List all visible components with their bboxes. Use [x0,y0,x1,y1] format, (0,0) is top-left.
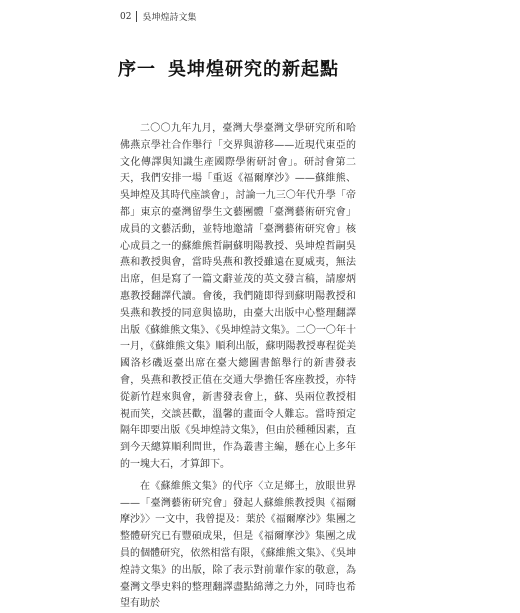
running-header [120,10,196,23]
page-number: 02 [120,11,132,22]
running-title: 吳坤煌詩文集 [142,13,197,23]
paragraph: 在《蘇維熊文集》的代序〈立足鄉土，放眼世界——「臺灣藝術研究會」發起人蘇維熊教授與《福爾摩沙》〉一文中，我曾提及：葉於《福爾摩沙》集團之整體研究已有豐碩成果，但是《福爾摩沙》集團之成員的個體研究，依然相當有限，《蘇維熊文集》、《吳坤煌詩文集》的出版，除了表示對前輩作家的敬意，為臺灣文學史料的整理翻譯盡點綿薄之力外，同時也希望有助於 [120,480,356,610]
body-text [120,121,356,613]
chapter-title-text: 吳坤煌研究的新起點 [168,59,339,80]
header-divider [136,11,137,22]
paragraph: 二〇〇九年九月，臺灣大學臺灣文學研究所和哈佛燕京學社合作舉行「交界與游移——近現代東亞的文化傳譯與知識生產國際學術研討會」。研討會第二天，我們安排一場「重返《福爾摩沙》——蘇維熊、吳坤煌及其時代座談會」，討論一九三〇年代升學「帝都」東京的臺灣留學生文藝團體「臺灣藝術研究會」成員的文藝活動，並特地邀請「臺灣藝術研究會」核心成員之一的蘇維熊哲嗣蘇明陽教授、吳坤煌哲嗣吳燕和教授與會，當時吳燕和教授雖遠在夏威夷，無法出席，但是寫了一篇文辭並茂的英文發言稿，請廖炳惠教授翻譯代讀。會後，我們隨即得到蘇明陽教授和吳燕和教授的同意與協助，由臺大出版中心整理翻譯出版《蘇維熊文集》、《吳坤煌詩文集》。二〇一〇年十一月，《蘇維熊文集》順利出版，蘇明陽教授專程從美國洛杉磯返臺出席在臺大總圖書館舉行的新書發表會，吳燕和教授正值在交通大學擔任客座教授，亦特從新竹趕來與會，新書發表會上，蘇、吳兩位教授相視而笑，交談甚歡，溫馨的畫面令人難忘。當時預定隔年即要出版《吳坤煌詩文集》，但由於種種因素，直到今天總算順利問世，作為叢書主編，懸在心上多年的一塊大石，才算卸下。 [120,123,356,470]
chapter-label: 序一 [118,59,156,80]
chapter-title [118,55,339,81]
